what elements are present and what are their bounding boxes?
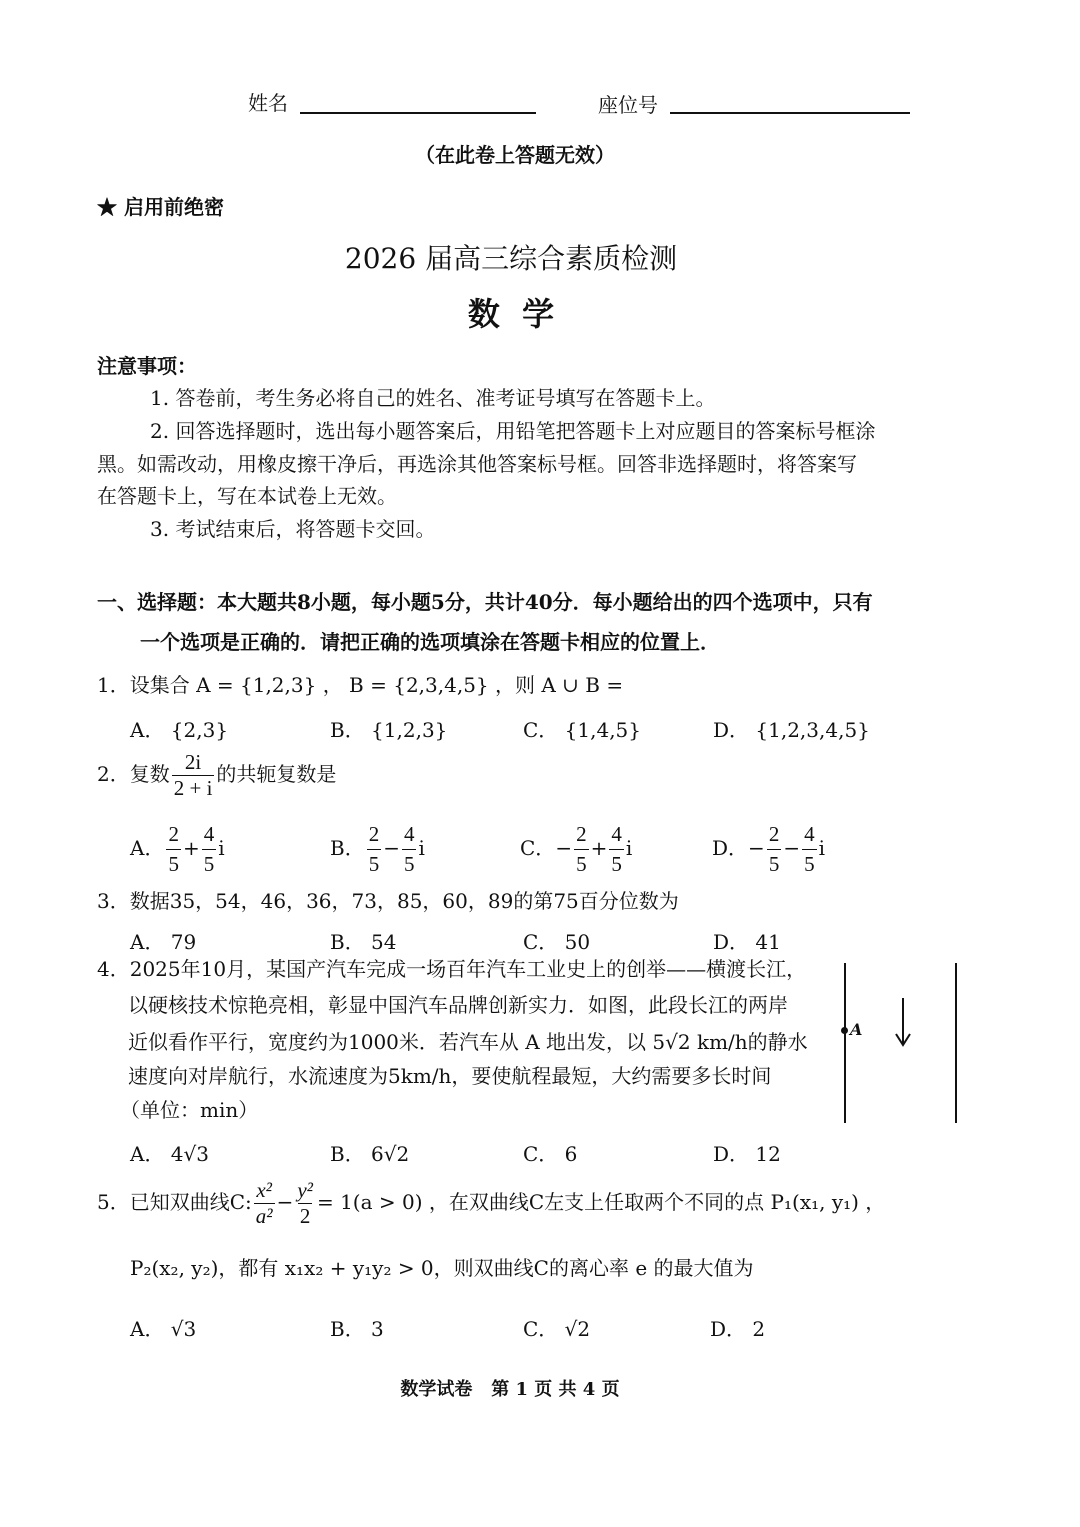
imaginary-unit: i	[218, 836, 225, 860]
question-4-line: 速度向对岸航行，水流速度为5km/h，要使航程最短，大约需要多长时间	[128, 1064, 772, 1088]
fraction	[202, 822, 217, 877]
q5-option-c: C． √2	[523, 1317, 591, 1341]
q2-suffix: 的共轭复数是	[216, 762, 337, 786]
numerator: 2	[768, 822, 780, 846]
option-label: D．	[712, 836, 749, 860]
q3-option-b: B． 54	[330, 930, 397, 954]
q3-option-d: D． 41	[713, 930, 781, 954]
q5-option-b: B． 3	[330, 1317, 384, 1341]
q3-option-c: C． 50	[523, 930, 591, 954]
note-line: 2. 回答选择题时，选出每小题答案后，用铅笔把答题卡上对应题目的答案标号框涂	[150, 419, 876, 443]
q1-option-d: D． {1,2,3,4,5}	[713, 718, 870, 742]
point-a-label: A	[850, 1020, 863, 1039]
operator: +	[590, 836, 608, 860]
denominator: 5	[574, 849, 589, 877]
q5-num2: y²	[297, 1178, 313, 1202]
imaginary-unit: i	[418, 836, 425, 860]
question-3-stem: 3．数据35，54，46，36，73，85，60，89的第75百分位数为	[97, 889, 679, 913]
question-4-line: （单位：min）	[120, 1098, 259, 1122]
denominator: 5	[166, 849, 181, 877]
q3-option-a: A． 79	[130, 930, 197, 954]
numerator: 4	[403, 822, 415, 846]
q4-option-a: A． 4√3	[130, 1142, 209, 1166]
q4-option-c: C． 6	[523, 1142, 578, 1166]
numerator: 4	[203, 822, 215, 846]
question-5-line2: P₂(x₂, y₂)，都有 x₁x₂ + y₁y₂ > 0，则双曲线C的离心率 e 的最大值为	[130, 1256, 754, 1280]
numerator: 4	[611, 822, 622, 846]
river-bank-right	[955, 963, 957, 1123]
denominator: 5	[609, 849, 624, 877]
fraction	[402, 822, 417, 877]
question-5-stem	[97, 1180, 885, 1227]
imaginary-unit: i	[818, 836, 825, 860]
q5-fraction-x	[254, 1180, 275, 1227]
question-1-stem: 1．设集合 A = {1,2,3} ， B = {2,3,4,5} ，则 A ∪ B =	[97, 673, 624, 697]
q5-num1: x²	[256, 1178, 272, 1202]
seat-label: 座位号	[598, 93, 658, 117]
numerator: 2	[576, 822, 587, 846]
q1-option-c: C． {1,4,5}	[523, 718, 641, 742]
q2-option-b	[330, 822, 425, 877]
q2-option-c	[520, 822, 632, 877]
question-4-line: 近似看作平行，宽度约为1000米．若汽车从 A 地出发，以 5√2 km/h的静水	[128, 1030, 808, 1054]
water-flow-arrow-icon	[893, 998, 913, 1048]
q2-prefix: 2．复数	[97, 762, 170, 786]
operator: +	[182, 836, 200, 860]
fraction	[767, 822, 782, 877]
q2-option-d	[712, 822, 825, 877]
fraction	[802, 822, 817, 877]
question-4-line: 4．2025年10月，某国产汽车完成一场百年汽车工业史上的创举——横渡长江，	[97, 957, 807, 981]
section-heading-cont: 一个选项是正确的．请把正确的选项填涂在答题卡相应的位置上．	[140, 630, 720, 654]
invalid-note: （在此卷上答题无效）	[415, 143, 615, 167]
numerator: 4	[804, 822, 815, 846]
name-label: 姓名	[248, 91, 288, 115]
q5-prefix: 5．已知双曲线C:	[97, 1190, 252, 1214]
numerator: 2	[368, 822, 380, 846]
denominator: 5	[767, 849, 782, 877]
river-bank-left	[844, 963, 846, 1123]
q2-option-a	[130, 822, 225, 877]
fraction	[367, 822, 382, 877]
operator: −	[383, 836, 400, 860]
question-2-stem	[97, 752, 336, 799]
numerator: 2	[168, 822, 179, 846]
note-line: 1. 答卷前，考生务必将自己的姓名、准考证号填写在答题卡上。	[150, 386, 716, 410]
seat-field[interactable]	[670, 112, 910, 114]
sign: −	[555, 836, 573, 860]
q2-numerator: 2i	[184, 750, 202, 774]
fraction	[609, 822, 624, 877]
q5-den1: a²	[255, 1204, 273, 1228]
fraction	[166, 822, 181, 877]
note-line: 黑。如需改动，用橡皮擦干净后，再选涂其他答案标号框。回答非选择题时，将答案写	[97, 452, 857, 476]
note-line: 在答题卡上，写在本试卷上无效。	[97, 484, 397, 508]
q4-option-d: D． 12	[713, 1142, 781, 1166]
exam-title: 2026 届高三综合素质检测	[344, 242, 678, 275]
q5-fraction-y	[295, 1180, 315, 1227]
q1-option-b: B． {1,2,3}	[330, 718, 448, 742]
q2-denominator: 2 + i	[173, 776, 213, 800]
notes-heading: 注意事项：	[97, 354, 197, 378]
sign: −	[748, 836, 765, 860]
fraction	[574, 822, 589, 877]
denominator: 5	[402, 849, 417, 877]
name-field[interactable]	[300, 112, 536, 114]
q5-den2: 2	[299, 1204, 311, 1228]
imaginary-unit: i	[625, 836, 633, 860]
page-footer: 数学试卷 第 1 页 共 4 页	[400, 1379, 620, 1400]
q5-option-a: A． √3	[130, 1317, 197, 1341]
q5-minus: −	[276, 1190, 294, 1214]
q5-option-d: D． 2	[710, 1317, 766, 1341]
q5-mid: = 1(a > 0) ，在双曲线C左支上任取两个不同的点 P₁(x₁, y₁) ，	[316, 1190, 886, 1214]
option-label: A．	[130, 836, 165, 860]
section-heading: 一、选择题：本大题共8小题，每小题5分，共计40分．每小题给出的四个选项中，只有	[97, 590, 873, 614]
denominator: 5	[367, 849, 382, 877]
denominator: 5	[202, 849, 217, 877]
question-4-line: 以硬核技术惊艳亮相，彰显中国汽车品牌创新实力．如图，此段长江的两岸	[128, 993, 788, 1017]
denominator: 5	[802, 849, 817, 877]
note-line: 3. 考试结束后，将答题卡交回。	[150, 517, 436, 541]
secret-mark: ★ 启用前绝密	[97, 195, 224, 219]
q1-option-a: A． {2,3}	[130, 718, 229, 742]
operator: −	[783, 836, 801, 860]
option-label: C．	[520, 836, 556, 860]
q4-option-b: B． 6√2	[330, 1142, 410, 1166]
option-label: B．	[330, 836, 365, 860]
point-a-dot	[841, 1027, 848, 1034]
q2-fraction	[172, 752, 215, 799]
subject-title: 数 学	[467, 295, 555, 333]
